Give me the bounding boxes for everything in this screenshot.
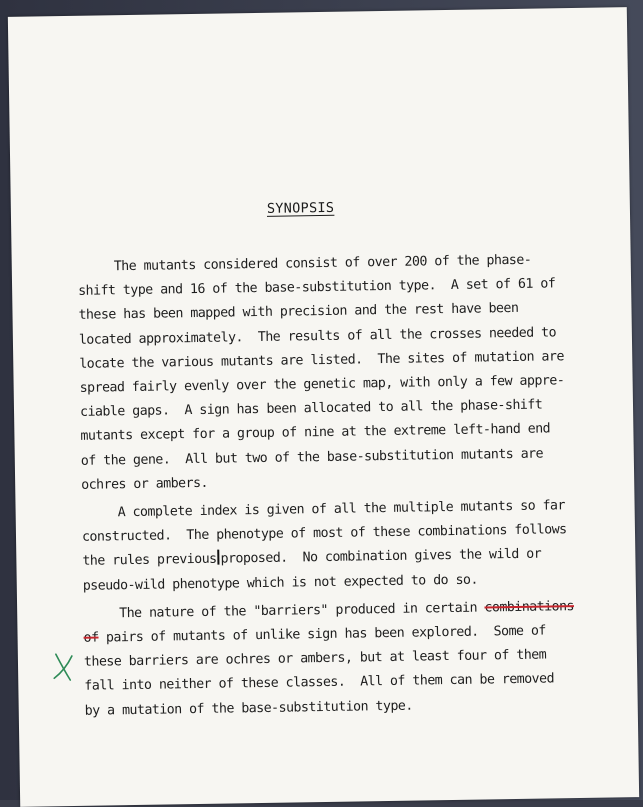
text-line: pseudo-wild phenotype which is not expected to do so. <box>82 572 478 594</box>
text-fragment: The nature of the "barriers" produced in certain <box>119 600 485 622</box>
text-line: A complete index is given of all the multiple mutants so far <box>117 498 566 521</box>
paragraph-1 <box>78 248 602 498</box>
text-line: of the gene. All but two of the base-substitution mutants are <box>80 446 544 469</box>
text-line: located approximately. The results of all the crosses needed to <box>78 324 557 348</box>
text-line: mutants except for a group of nine at the extreme left-hand end <box>80 421 551 445</box>
text-line: spread fairly evenly over the genetic map, with only a few appre- <box>79 373 565 396</box>
text-fragment: pairs of mutants of unlike sign has been explored. Some of <box>98 623 546 646</box>
text-line: these barriers are ochres or ambers, but at least four of them <box>83 647 547 671</box>
text-line: locate the various mutants are listed. The sites of mutation are <box>79 349 564 372</box>
text-line: shift type and 16 of the base-substitution type. A set of 61 of <box>78 276 556 300</box>
typed-page <box>8 7 639 807</box>
struck-word: combinations <box>484 598 575 616</box>
synopsis-body <box>78 248 605 724</box>
text-line: ciable gaps. A sign has been allocated to all the phase-shift <box>79 397 543 421</box>
text-line: constructed. The phenotype of most of these combinations follows <box>81 522 567 546</box>
text-line: The mutants considered consist of over 200 of the phase- <box>113 252 532 275</box>
paragraph-2 <box>81 494 602 599</box>
text-fragment: the rules previous <box>82 552 217 570</box>
text-line: by a mutation of the base-substitution type. <box>84 698 413 719</box>
text-line: ochres or ambers. <box>81 475 209 493</box>
page-title: SYNOPSIS <box>266 199 335 217</box>
margin-check-mark <box>48 646 79 686</box>
text-fragment: proposed. No combination gives the wild or <box>220 547 542 568</box>
paragraph-3 <box>83 594 605 723</box>
text-line: these has been mapped with precision and the rest have been <box>78 301 519 324</box>
struck-word: of <box>83 630 99 646</box>
text-line: fall into neither of these classes. All of them can be removed <box>84 671 555 695</box>
